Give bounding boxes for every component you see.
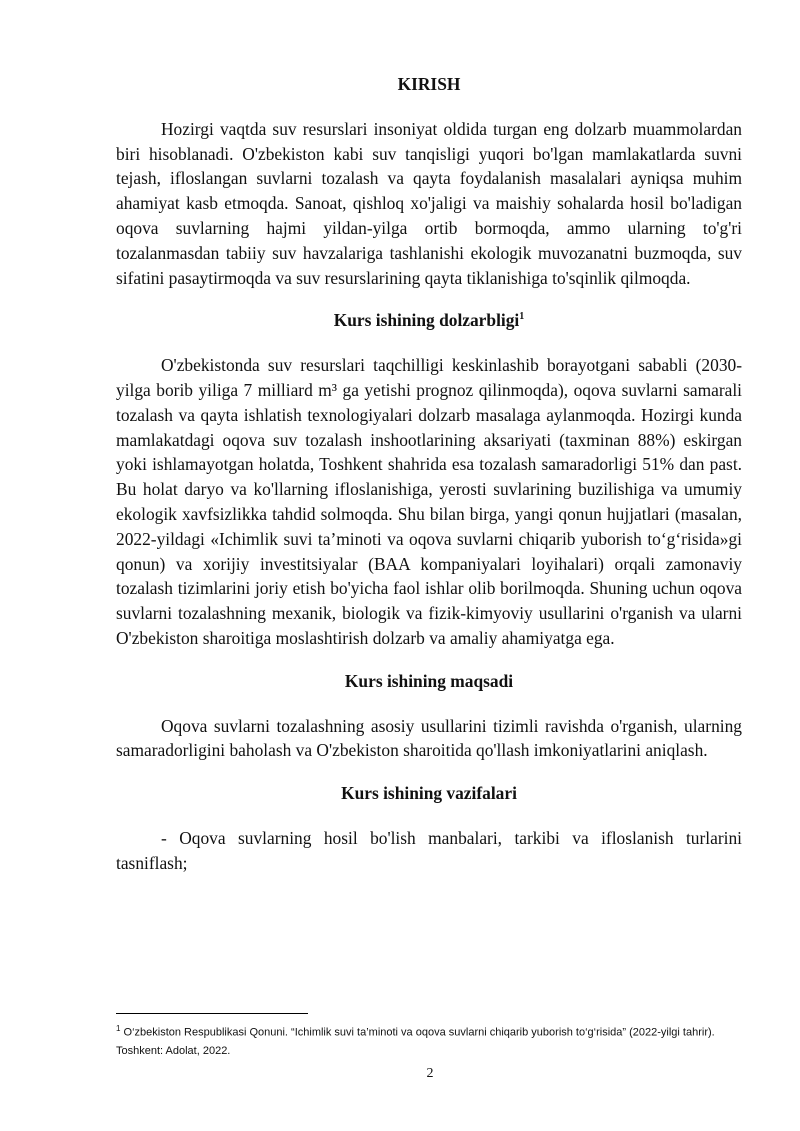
footnote [116, 1020, 740, 1060]
section-heading-relevance-text: Kurs ishining dolzarbligi [333, 310, 520, 331]
task-list-item: - Oqova suvlarning hosil bo'lish manbalari, tarkibi va ifloslanish turlarini tasniflash; [116, 827, 742, 873]
intro-paragraph: Hozirgi vaqtda suv resurslari insoniyat oldida turgan eng dolzarb muammolardan biri hisoblanadi. O'zbekiston kabi suv tanqisligi yuqori bo'lgan mamlakatlarda suvni tejash, ifloslangan suvlarni tozalash va qayta foydalanish masalalari ayniqsa muhim ahamiyat kasb etmoqda. Sanoat, qishloq xo'jaligi va maishiy sohalarda hosil bo'ladigan oqova suvlarning hajmi yildan-yilga ortib bormoqda, ammo ularning to'g'ri tozalanmasdan tabiiy suv havzalariga tashlanishi ekologik muvozanatni buzmoqda, suv sifatini pasaytirmoqda va suv resurslarining qayta tiklanishiga to'sqinlik qilmoqda. [116, 118, 742, 288]
section-heading-goal: Kurs ishining maqsadi [344, 670, 514, 691]
footnote-text: O‘zbekiston Respublikasi Qonuni. “Ichimlik suvi ta’minoti va oqova suvlarni chiqarib yuborish to‘g‘risida” (2022-yilgi tahrir). Toshkent: Adolat, 2022. [116, 1026, 715, 1057]
page-body [116, 72, 742, 876]
goal-paragraph: Oqova suvlarni tozalashning asosiy usullarini tizimli ravishda o'rganish, ularning samaradorligini baholash va O'zbekiston sharoitida qo'llash imkoniyatlarini aniqlash. [116, 715, 742, 761]
footnote-divider [116, 1013, 308, 1014]
section-heading-tasks: Kurs ishining vazifalari [341, 783, 517, 804]
page-number: 2 [426, 1066, 434, 1081]
footnote-mark: 1 [116, 1024, 121, 1033]
page-title: KIRISH [397, 74, 461, 94]
section-heading-relevance [116, 308, 742, 333]
footnote-reference[interactable]: 1 [519, 311, 525, 323]
relevance-paragraph: O'zbekistonda suv resurslari taqchilligi keskinlashib borayotgani sababli (2030-yilga borib yiliga 7 milliard m³ ga yetishi prognoz qilinmoqda), oqova suvlarni samarali tozalash va qayta ishlatish texnologiyalari dolzarb masalaga aylanmoqda. Hozirgi kunda mamlakatdagi oqova suv tozalash inshootlarining aksariyati (taxminan 88%) eskirgan yoki ishlamayotgan holatda, Toshkent shahrida esa tozalash samaradorligi 51% dan past. Bu holat daryo va ko'llarning ifloslanishiga, yerosti suvlarining buzilishiga va umumiy ekologik xavfsizlikka tahdid solmoqda. Shu bilan birga, yangi qonun hujjatlari (masalan, 2022-yildagi «Ichimlik suvi ta’minoti va oqova suvlarni chiqarib yuborish to‘g‘risida»gi qonun) va xorijiy investitsiyalar (BAA kompaniyalari loyihalari) orqali zamonaviy tozalash tizimlarini joriy etish bo'yicha faol ishlar olib borilmoqda. Shuning uchun oqova suvlarni tozalashning mexanik, biologik va fizik-kimyoviy usullarini o'rganish va ularni O'zbekiston sharoitiga moslashtirish dolzarb va amaliy ahamiyatga ega. [116, 355, 742, 648]
